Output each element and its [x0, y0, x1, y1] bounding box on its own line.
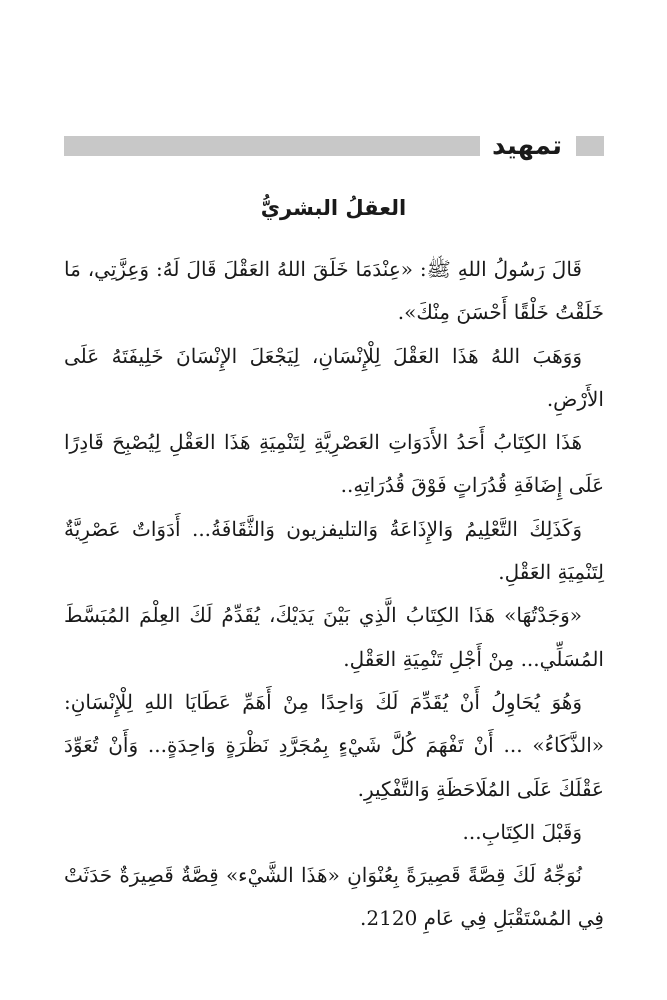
paragraph: وَوَهَبَ اللهُ هَذَا العَقْلَ لِلْإِنْسَانِ، لِيَجْعَلَ الإِنْسَانَ خَلِيفَتَهُ عَلَى الأَرْضِ.: [64, 343, 604, 411]
body-text: [64, 248, 604, 941]
paragraph: قَالَ رَسُولُ اللهِ ﷺ: «عِنْدَمَا خَلَقَ اللهُ العَقْلَ قَالَ لَهُ: وَعِزَّتِي، مَا خَلَقْتُ خَلْقًا أَحْسَنَ مِنْكَ».: [64, 257, 604, 325]
header-rule: [64, 136, 480, 156]
chapter-header: [64, 124, 604, 168]
paragraph: هَذَا الكِتَابُ أَحَدُ الأَدَوَاتِ العَصْرِيَّةِ لِتَنْمِيَةِ هَذَا العَقْلِ لِيُصْبِحَ قَادِرًا عَلَى إِضَافَةِ قُدُرَاتٍ فَوْقَ قُدُرَاتِهِ..: [64, 430, 604, 498]
paragraph: نُوَجِّهُ لَكَ قِصَّةً قَصِيرَةً بِعُنْوَانِ «هَذَا الشَّيْء» قِصَّةٌ قَصِيرَةٌ حَدَثَتْ فِي المُسْتَقْبَلِ فِي عَامِ 2120.: [64, 863, 604, 931]
chapter-title: تمهيد: [492, 131, 562, 161]
paragraph: «وَجَدْتُهَا» هَذَا الكِتَابُ الَّذِي بَيْنَ يَدَيْكَ، يُقَدِّمُ لَكَ العِلْمَ المُبَسَّطَ المُسَلِّي... مِنْ أَجْلِ تَنْمِيَةِ العَقْلِ.: [64, 603, 604, 671]
paragraph: وَقَبْلَ الكِتَابِ...: [462, 819, 582, 844]
header-marker: [576, 136, 604, 156]
section-title: العقلُ البشريُّ: [260, 196, 407, 220]
paragraph: وَكَذَلِكَ التَّعْلِيمُ وَالإِذَاعَةُ وَالتليفزيون وَالثَّقَافَةُ... أَدَوَاتٌ عَصْرِيَّةٌ لِتَنْمِيَةِ العَقْلِ.: [64, 516, 604, 585]
paragraph: وَهُوَ يُحَاوِلُ أَنْ يُقَدِّمَ لَكَ وَاحِدًا مِنْ أَهَمِّ عَطَايَا اللهِ لِلْإِنْسَانِ: «الذَّكَاءُ» ... أَنْ تَفْهَمَ كُلَّ شَيْءٍ بِمُجَرَّدِ نَظْرَةٍ وَاحِدَةٍ... وَأَنْ تُعَوِّدَ عَقْلَكَ عَلَى المُلَاحَظَةِ وَالتَّفْكِيرِ.: [64, 689, 604, 801]
